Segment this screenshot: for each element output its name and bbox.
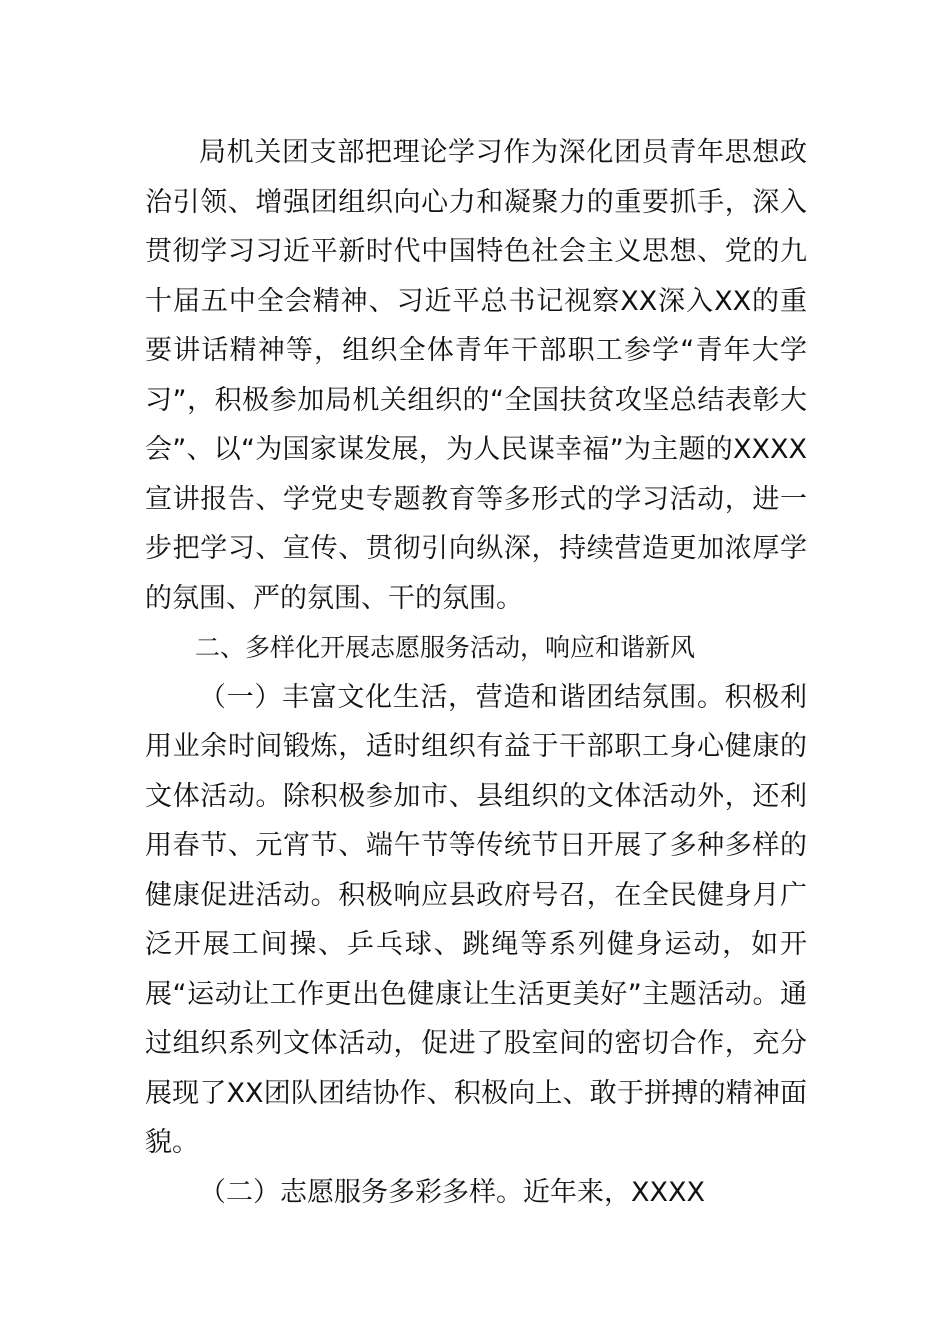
paragraph-theory-study: 局机关团支部把理论学习作为深化团员青年思想政治引领、增强团组织向心力和凝聚力的重要抓手，深入贯彻学习习近平新时代中国特色社会主义思想、党的九十届五中全会精神、习近平总书记视察XX深入XX的重要讲话精神等，组织全体青年干部职工参学“青年大学习”，积极参加局机关组织的“全国扶贫攻坚总结表彰大会”、以“为国家谋发展，为人民谋幸福”为主题的XXXX宣讲报告、学党史专题教育等多形式的学习活动，进一步把学习、宣传、贯彻引向纵深，持续营造更加浓厚学的氛围、严的氛围、干的氛围。 [145,137,807,614]
section-heading-volunteer-service: 二、多样化开展志愿服务活动，响应和谐新风 [195,633,696,662]
paragraph-cultural-life: （一）丰富文化生活，营造和谐团结氛围。积极利用业余时间锻炼，适时组织有益于干部职工身心健康的文体活动。除积极参加市、县组织的文体活动外，还利用春节、元宵节、端午节等传统节日开展了多种多样的健康促进活动。积极响应县政府号召，在全民健身月广泛开展工间操、乒乓球、跳绳等系列健身运动，如开展“运动让工作更出色健康让生活更美好”主题活动。通过组织系列文体活动，促进了股室间的密切合作，充分展现了XX团队团结协作、积极向上、敢于拼搏的精神面貌。 [145,681,807,1158]
paragraph-volunteer-service: （二）志愿服务多彩多样。近年来，XXXX [199,1176,705,1208]
document-body [145,128,807,1217]
